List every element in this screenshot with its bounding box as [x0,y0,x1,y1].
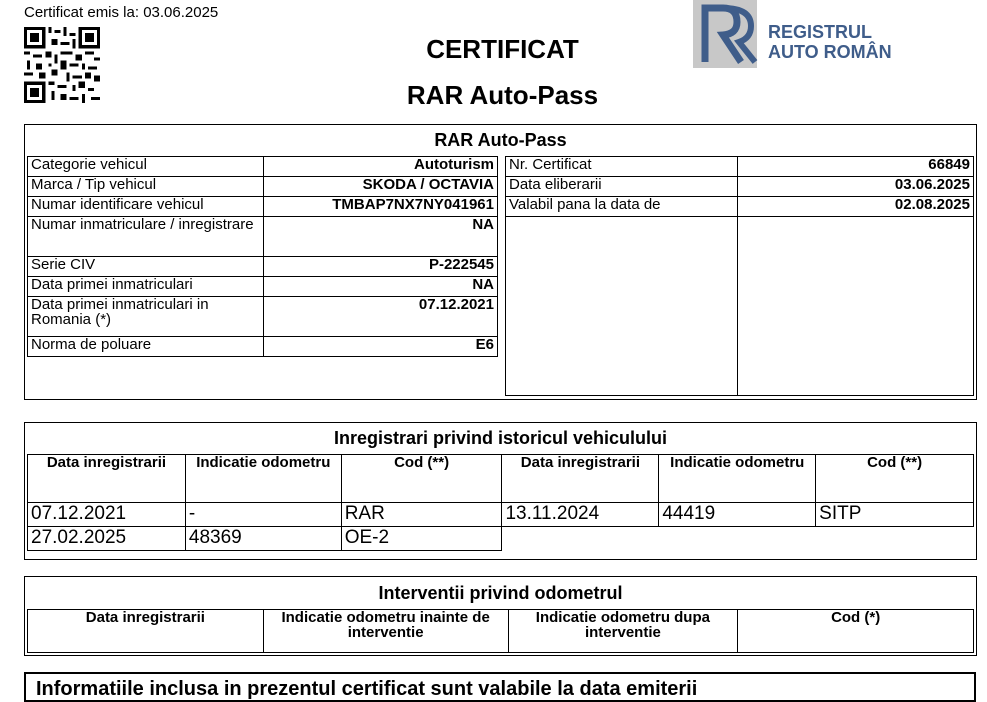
interventions-column-header: Indicatie odometru dupa interventie [508,610,738,653]
certificate-field-label: Data eliberarii [506,177,738,197]
history-column-header: Data inregistrarii [28,455,186,503]
history-cell: - [185,503,341,527]
vehicle-field-value: NA [264,217,498,257]
interventions-column-header: Data inregistrarii [28,610,264,653]
vehicle-row [28,177,498,197]
vehicle-table [27,156,498,357]
vehicle-row [28,257,498,277]
certificate-subtitle: RAR Auto-Pass [406,80,599,110]
vehicle-row [28,297,498,337]
vehicle-field-label: Serie CIV [28,257,264,277]
certificate-field-value: 02.08.2025 [738,197,974,217]
history-row [28,527,974,551]
certificate-title: CERTIFICAT [426,34,579,64]
history-cell: 44419 [659,503,816,527]
empty-cell [738,217,974,396]
history-column-header: Cod (**) [816,455,974,503]
vehicle-field-label: Norma de poluare [28,337,264,357]
issued-date: Certificat emis la: 03.06.2025 [24,4,219,21]
history-table [27,454,974,551]
history-cell: SITP [816,503,974,527]
history-cell: 48369 [185,527,341,551]
logo-text [768,22,892,62]
vehicle-row [28,197,498,217]
vehicle-field-value: Autoturism [264,157,498,177]
history-section-title: Inregistrari privind istoricul vehiculului [333,428,668,448]
vehicle-field-label: Numar inmatriculare / inregistrare [28,217,264,257]
certificate-field-label: Nr. Certificat [506,157,738,177]
vehicle-section-title: RAR Auto-Pass [434,130,567,150]
vehicle-field-label: Data primei inmatriculari in Romania (*) [28,297,264,337]
certificate-table [505,156,974,396]
vehicle-row [28,337,498,357]
empty-cell [502,527,974,551]
vehicle-field-value: SKODA / OCTAVIA [264,177,498,197]
history-cell: 27.02.2025 [28,527,186,551]
history-cell: 07.12.2021 [28,503,186,527]
history-column-header: Data inregistrarii [502,455,659,503]
vehicle-row [28,277,498,297]
vehicle-field-label: Categorie vehicul [28,157,264,177]
certificate-field-value: 66849 [738,157,974,177]
vehicle-field-value: NA [264,277,498,297]
vehicle-field-value: TMBAP7NX7NY041961 [264,197,498,217]
vehicle-field-value: 07.12.2021 [264,297,498,337]
interventions-table [27,609,974,653]
history-column-header: Indicatie odometru [659,455,816,503]
footer-note: Informatiile inclusa in prezentul certificat sunt valabile la data emiterii [24,672,976,702]
vehicle-row [28,157,498,177]
vehicle-field-label: Data primei inmatriculari [28,277,264,297]
history-cell: 13.11.2024 [502,503,659,527]
logo-line-2: AUTO ROMÂN [768,42,892,62]
certificate-row [506,177,974,197]
vehicle-field-label: Marca / Tip vehicul [28,177,264,197]
interventions-column-header: Cod (*) [738,610,974,653]
interventions-column-header: Indicatie odometru inainte de interventie [263,610,508,653]
certificate-row [506,197,974,217]
vehicle-field-value: E6 [264,337,498,357]
certificate-row [506,157,974,177]
history-cell: OE-2 [341,527,502,551]
history-column-header: Cod (**) [341,455,502,503]
history-cell: RAR [341,503,502,527]
certificate-field-value: 03.06.2025 [738,177,974,197]
vehicle-field-label: Numar identificare vehicul [28,197,264,217]
logo-line-1: REGISTRUL [768,22,873,42]
certificate-filler-row [506,217,974,396]
certificate-field-label: Valabil pana la data de [506,197,738,217]
vehicle-row [28,217,498,257]
empty-cell [506,217,738,396]
history-column-header: Indicatie odometru [185,455,341,503]
history-row [28,503,974,527]
interventions-section-title: Interventii privind odometrul [378,583,623,603]
vehicle-field-value: P-222545 [264,257,498,277]
